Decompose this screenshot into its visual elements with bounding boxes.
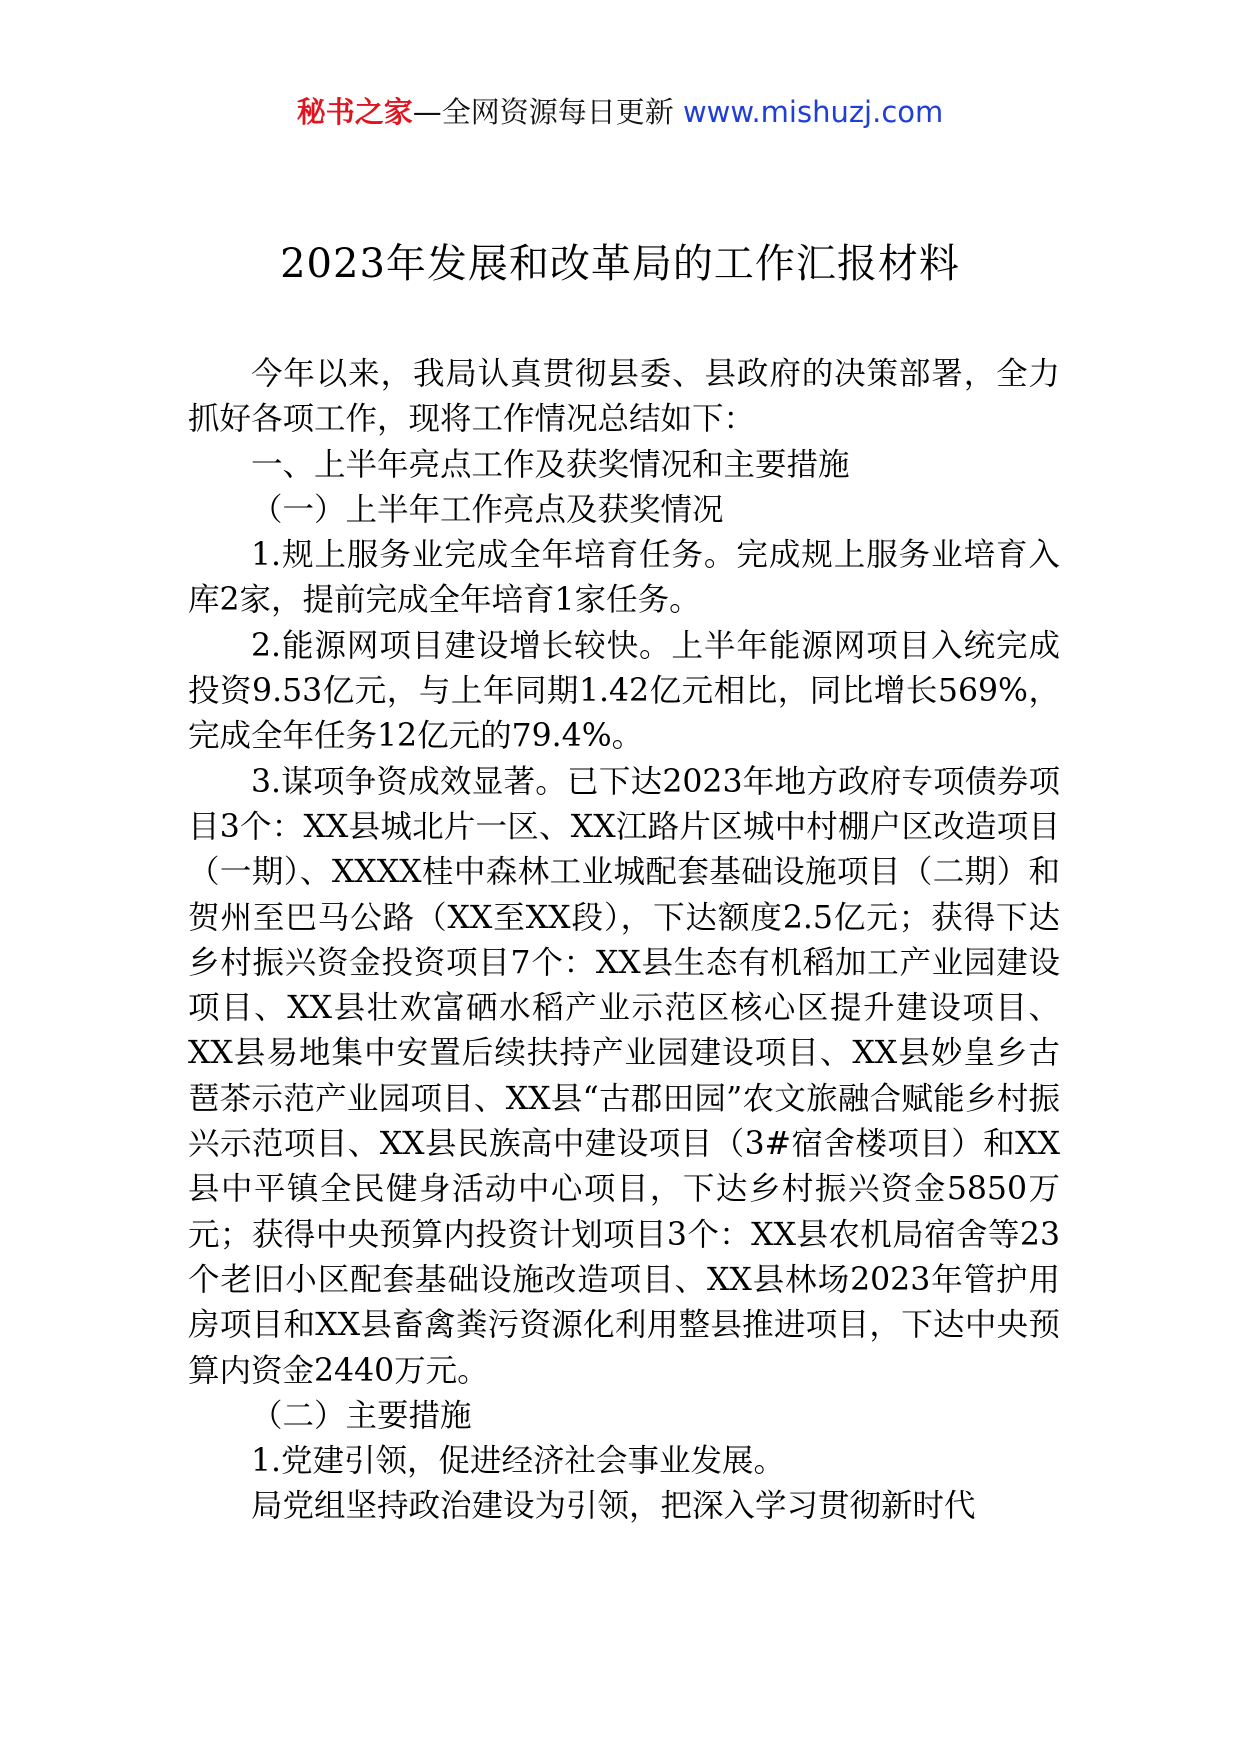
document-title: 2023年发展和改革局的工作汇报材料 <box>280 241 960 287</box>
paragraph-item-3: 3.谋项争资成效显著。已下达2023年地方政府专项债券项目3个：XX县城北片一区、XX江路片区城中村棚户区改造项目（一期）、XXXX桂中森林工业城配套基础设施项目（二期）和贺州至巴马公路（XX至XX段），下达额度2.5亿元；获得下达乡村振兴资金投资项目7个：XX县生态有机稻加工产业园建设项目、XX县壮欢富硒水稻产业示范区核心区提升建设项目、XX县易地集中安置后续扶持产业园建设项目、XX县妙皇乡古琶茶示范产业园项目、XX县“古郡田园”农文旅融合赋能乡村振兴示范项目、XX县民族高中建设项目（3#宿舍楼项目）和XX县中平镇全民健身活动中心项目，下达乡村振兴资金5850万元；获得中央预算内投资计划项目3个：XX县农机局宿舍等23个老旧小区配套基础设施改造项目、XX县林场2023年管护用房项目和XX县畜禽粪污资源化利用整县推进项目，下达中央预算内资金2440万元。 <box>188 763 1060 1389</box>
subsection-heading-1: （一）上半年工作亮点及获奖情况 <box>251 491 724 528</box>
document-body <box>188 352 1060 1530</box>
header-brand: 秘书之家 <box>296 95 413 129</box>
paragraph-intro: 今年以来，我局认真贯彻县委、县政府的决策部署，全力抓好各项工作，现将工作情况总结如下： <box>188 356 1060 438</box>
page-header <box>0 92 1240 132</box>
paragraph-item-1: 1.规上服务业完成全年培育任务。完成规上服务业培育入库2家，提前完成全年培育1家任务。 <box>188 537 1060 619</box>
subsection-heading-2: （二）主要措施 <box>251 1397 472 1434</box>
header-slogan: —全网资源每日更新 <box>412 95 674 129</box>
section-heading-1: 一、上半年亮点工作及获奖情况和主要措施 <box>251 446 850 483</box>
measure-heading-1: 1.党建引领，促进经济社会事业发展。 <box>251 1443 786 1480</box>
paragraph-item-2: 2.能源网项目建设增长较快。上半年能源网项目入统完成投资9.53亿元，与上年同期1.42亿元相比，同比增长569%，完成全年任务12亿元的79.4%。 <box>188 627 1060 755</box>
header-url-link[interactable]: www.mishuzj.com <box>682 95 944 129</box>
paragraph-measure-1: 局党组坚持政治建设为引领，把深入学习贯彻新时代 <box>251 1488 976 1525</box>
